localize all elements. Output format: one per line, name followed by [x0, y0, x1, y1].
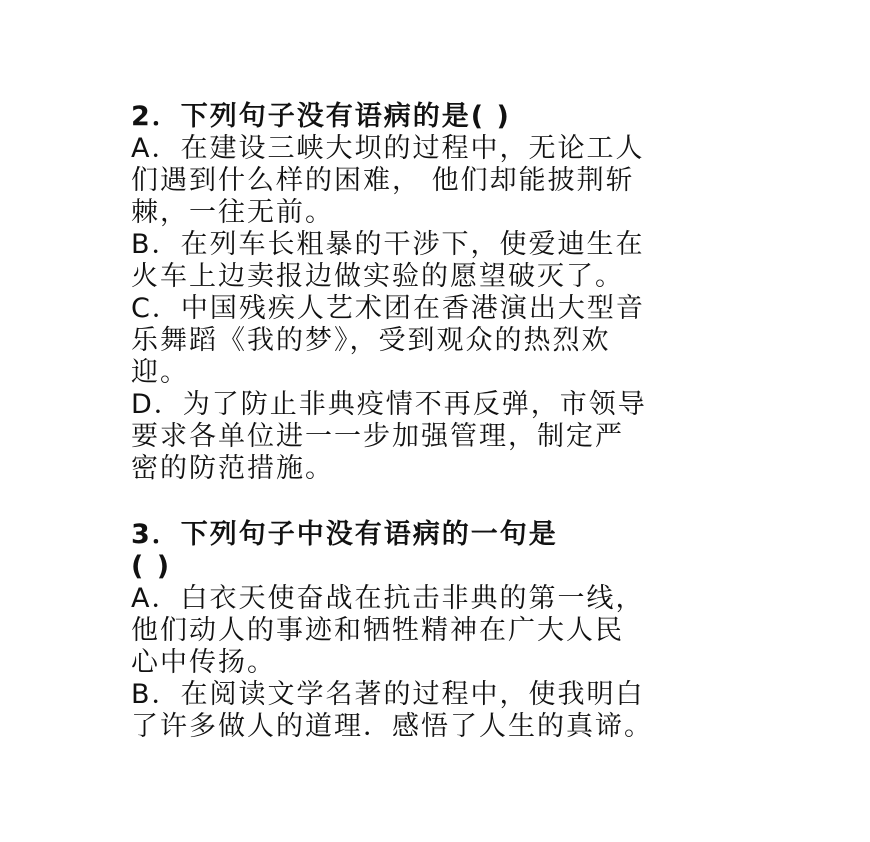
option-line: 密的防范措施。: [131, 453, 334, 484]
question-3-option-b: [131, 679, 751, 743]
option-line: 们遇到什么样的困难， 他们却能披荆斩: [131, 165, 635, 196]
question-2-option-b: [131, 229, 751, 293]
option-line: 乐舞蹈《我的梦》，受到观众的热烈欢: [131, 325, 611, 356]
document-page: [131, 101, 751, 743]
question-3-answer-blank: ( ): [131, 551, 172, 582]
option-line: 迎。: [131, 357, 189, 388]
option-line: A．白衣天使奋战在抗击非典的第一线，: [131, 583, 645, 614]
question-2: [131, 101, 751, 485]
option-line: A．在建设三峡大坝的过程中，无论工人: [131, 133, 645, 164]
option-line: D．为了防止非典疫情不再反弹，市领导: [131, 389, 647, 420]
option-line: 火车上边卖报边做实验的愿望破灭了。: [131, 261, 624, 292]
question-2-stem: 2．下列句子没有语病的是( ): [131, 101, 511, 132]
option-line: 棘，一往无前。: [131, 197, 334, 228]
question-2-option-d: [131, 389, 751, 485]
question-3: [131, 519, 751, 743]
question-3-stem: 3．下列句子中没有语病的一句是: [131, 519, 558, 550]
option-line: C．中国残疾人艺术团在香港演出大型音: [131, 293, 645, 324]
question-2-option-c: [131, 293, 751, 389]
question-spacer: [131, 485, 751, 519]
option-line: B．在阅读文学名著的过程中，使我明白: [131, 679, 645, 710]
question-2-option-a: [131, 133, 751, 229]
option-line: 心中传扬。: [131, 647, 276, 678]
question-3-option-a: [131, 583, 751, 679]
option-line: 他们动人的事迹和牺牲精神在广大人民: [131, 615, 624, 646]
option-line: B．在列车长粗暴的干涉下，使爱迪生在: [131, 229, 645, 260]
option-line: 了许多做人的道理．感悟了人生的真谛。: [131, 711, 653, 742]
option-line: 要求各单位进一一步加强管理，制定严: [131, 421, 624, 452]
